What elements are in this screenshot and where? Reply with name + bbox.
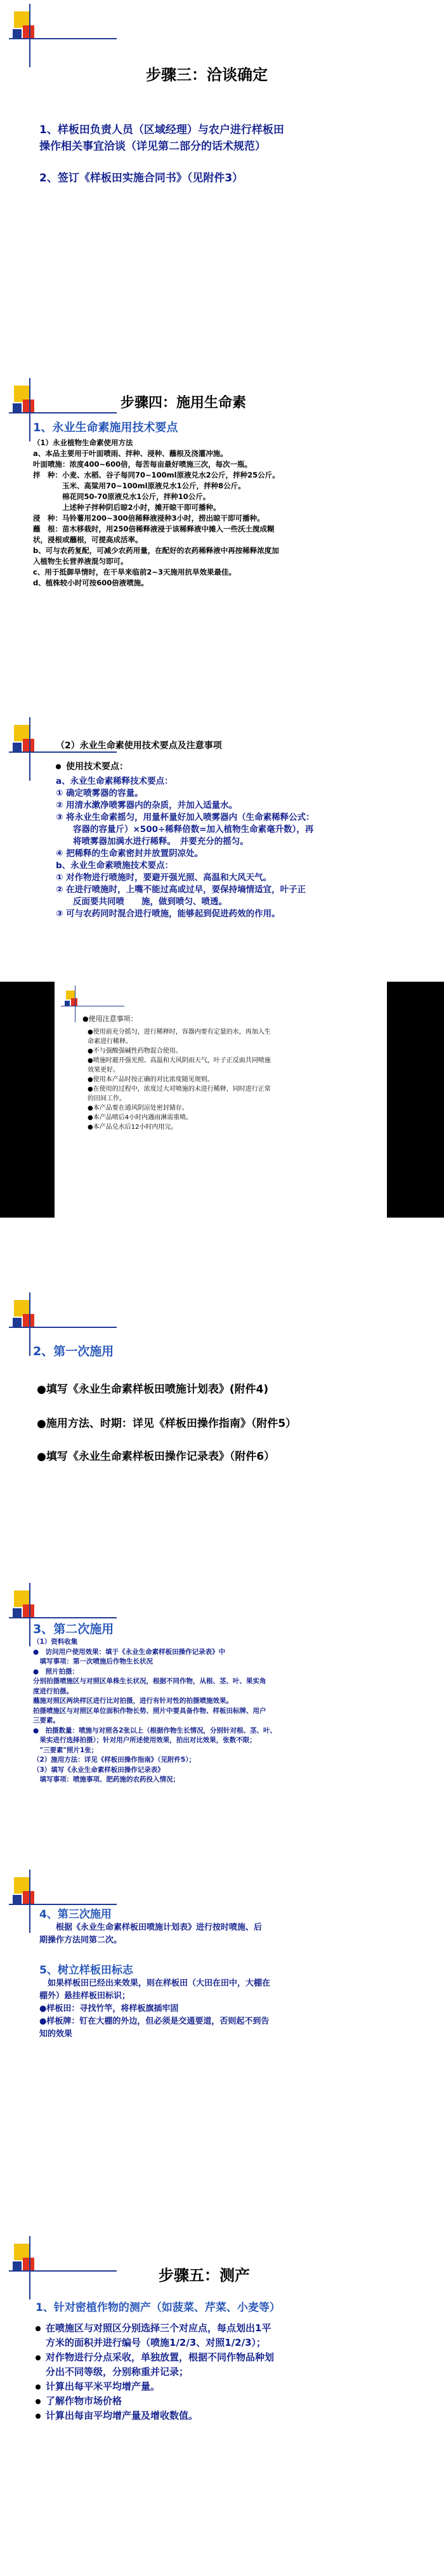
text-block bbox=[33, 1637, 439, 1785]
text-line: （1）资料收集 bbox=[33, 1638, 78, 1646]
body-line: 2、签订《样板田实施合同书》（见附件3） bbox=[39, 172, 244, 185]
text-line: 了解作物市场价格 bbox=[36, 2394, 435, 2409]
text-line: 蘸施对照区两块样区进行比对拍摄，进行有针对性的拍摄喷施效果。 bbox=[33, 1697, 233, 1705]
section-subtitle: 1、针对密植作物的测产（如菠菜、芹菜、小麦等） bbox=[36, 2301, 280, 2314]
text-line: ●样板牌：钉在大棚的外边，但必须是交通要道，否则起不到告 bbox=[39, 2017, 270, 2026]
text-line: a、永业生命素稀释技术要点： bbox=[56, 776, 173, 786]
bullet-heading: 使用技术要点： bbox=[56, 760, 128, 774]
text-line: ●喷施时避开强光照、高温和大风阴雨天气，叶子正反面共同喷施 bbox=[88, 1057, 271, 1064]
slide-third-application bbox=[0, 1866, 444, 2081]
text-block bbox=[39, 1977, 433, 2041]
text-line: 的田间工作。 bbox=[88, 1095, 126, 1102]
text-line: ● 照片拍摄： bbox=[33, 1667, 79, 1675]
slide-card bbox=[55, 982, 387, 1218]
text-line: 在喷施区与对照区分别选择三个对应点，每点划出1平 bbox=[36, 2321, 435, 2336]
text-line: 三要素。 bbox=[33, 1717, 60, 1724]
text-line: "三要素"照片1张； bbox=[33, 1746, 98, 1754]
slide-title: 步骤四：施用生命素 bbox=[121, 395, 247, 411]
text-line: （1）永业植物生命素使用方法 bbox=[33, 438, 133, 447]
text-block bbox=[39, 1922, 433, 1947]
section-heading: （2）永业生命素使用技术要点及注意事项 bbox=[56, 741, 222, 751]
text-line: （3）填写《永业生命素样板田操作记录表》 bbox=[33, 1766, 164, 1774]
body-line: ●填写《永业生命素样板田喷施计划表》(附件4) bbox=[37, 1383, 269, 1396]
slide-second-application bbox=[0, 1579, 444, 1801]
section-heading: ●使用注意事项： bbox=[82, 1015, 138, 1023]
text-line: 玉米、高粱用70~100ml原液兑水1公斤，拌种8公斤。 bbox=[33, 481, 245, 490]
text-block bbox=[88, 1027, 379, 1132]
text-line: 填写事项：第一次喷施后作物生长状况 bbox=[33, 1658, 153, 1665]
section-subtitle: 1、永业生命素施用技术要点 bbox=[33, 421, 178, 434]
text-line: b、可与农药复配，可减少农药用量，在配好的农药稀释液中再按稀释浓度加 bbox=[33, 546, 279, 555]
text-line: a、本品主要用于叶面喷雨、拌种、浸种、蘸根及浇灌冲施。 bbox=[33, 449, 228, 458]
text-line: 棚外）悬挂样板田标识； bbox=[39, 1991, 131, 2001]
text-line: 计算出每亩平均增产量及增收数值。 bbox=[36, 2409, 435, 2423]
text-line: 分别拍摄喷施区与对照区单株生长状况，根据不同作物，从根、茎、叶、果实角 bbox=[33, 1677, 266, 1685]
bullet-icon bbox=[36, 2326, 41, 2331]
text-line: ●不与强酸强碱性药物混合使用。 bbox=[88, 1048, 182, 1055]
corner-decoration bbox=[0, 0, 127, 76]
text-line: ●本产品兑水后12小时内用完。 bbox=[88, 1124, 178, 1131]
text-line: ③ 将永业生命素摇匀，用量杯量好加入喷雾器内（生命素稀释公式： bbox=[56, 812, 315, 823]
section-title: 2、第一次施用 bbox=[33, 1344, 114, 1358]
bullet-icon bbox=[36, 2384, 41, 2390]
text-line: 状，浸根或蘸根，可提高成活率。 bbox=[33, 535, 143, 544]
slide-title: 步骤三：洽谈确定 bbox=[146, 66, 268, 84]
section-title: 4、第三次施用 bbox=[39, 1908, 112, 1921]
text-block bbox=[33, 438, 433, 589]
text-line: 容器的容量斤）×500÷稀释倍数=加入植物生命素毫升数），再 bbox=[56, 824, 314, 835]
text-line: ●使用本产品时按正确的对比浓度随见规则。 bbox=[88, 1076, 214, 1083]
text-line: 将喷雾器加满水进行稀释。 并要充分的摇匀。 bbox=[56, 836, 249, 847]
text-line: ① 确定喷雾器的容量。 bbox=[56, 788, 143, 798]
text-block bbox=[36, 2321, 435, 2423]
text-line: （2）施用方法：详见《样板田操作指南》（见附件5）； bbox=[33, 1756, 196, 1764]
text-line: ④ 把稀释的生命素密封并放置阴凉处。 bbox=[56, 849, 204, 859]
slide-step3 bbox=[0, 0, 444, 241]
body-line: ●施用方法、时期：详见《样板田操作指南》（附件5） bbox=[37, 1417, 297, 1430]
text-line: ● 拍摄数量：喷施与对照各2张以上（根据作物生长情况，分别针对根、茎、叶、 bbox=[33, 1726, 277, 1734]
text-line: 拍摄喷施区与对照区单位面积作物长势、照片中要具备作物、样板田标牌、用户 bbox=[33, 1707, 266, 1715]
text-line: ● 访问用户使用效果：填于《永业生命素样板田操作记录表》中 bbox=[33, 1648, 226, 1656]
text-line: c、用于抵御旱情时，在干旱来临前2~3天施用抗旱效果最佳。 bbox=[33, 568, 236, 576]
text-line: 如果样板田已经出来效果，则在样板田（大田在田中，大棚在 bbox=[39, 1979, 271, 1988]
text-line: ●样板田：寻找竹竿，将样板旗插牢固 bbox=[39, 2004, 179, 2013]
text-line: ③ 可与农药同时混合进行喷施，能够起到促进药效的作用。 bbox=[56, 909, 280, 919]
slide-first-application bbox=[0, 1289, 444, 1511]
text-line: 对作物进行分点采收，单独放置，根据不同作物品种划 bbox=[36, 2350, 435, 2365]
text-line: 拌 种：小麦、水稻、谷子每同70~100ml原液兑水2公斤，拌种25公斤。 bbox=[33, 471, 280, 479]
corner-decoration bbox=[0, 2232, 127, 2308]
text-line: 反面要共同喷 施，做到喷匀、喷透。 bbox=[56, 897, 227, 907]
text-line: 填写事项：喷施事项、肥药施的农药投入情况； bbox=[33, 1776, 180, 1783]
text-line: 计算出每平米平均增产量。 bbox=[36, 2379, 435, 2394]
body-line: 操作相关事宜洽谈（详见第二部分的话术规范） bbox=[39, 140, 266, 153]
text-line: 叶面喷施：浓度400~600倍，每苦每亩最好喷施三次，每次一瓶。 bbox=[33, 460, 252, 469]
body-line: 1、样板田负责人员（区域经理）与农户进行样板田 bbox=[39, 124, 284, 136]
text-line: d、植株较小时可按600倍液喷施。 bbox=[33, 578, 148, 587]
text-line: 期操作方法同第二次。 bbox=[39, 1935, 122, 1945]
text-line: ●在使用的过程中，浓度过大对喷施的未进行稀释，同时进行正常 bbox=[88, 1086, 271, 1093]
text-line: 命素进行稀释。 bbox=[88, 1038, 132, 1045]
section-title: 5、树立样板田标志 bbox=[39, 1964, 133, 1977]
text-line: 蘸 根：苗木移栽时，用250倍稀释液浸于该稀释液中摊入一些沃土搅成糊 bbox=[33, 524, 275, 533]
bullet-icon bbox=[36, 2355, 41, 2360]
text-line: ●本产品要在通风阴凉处密封储存。 bbox=[88, 1105, 188, 1112]
slide-step5 bbox=[0, 2232, 444, 2473]
text-line: 浸 种：马铃薯用200~300倍稀释液浸种3小时，捞出晾干即可播种。 bbox=[33, 514, 264, 523]
text-line: 入植物生长营养液混匀即可。 bbox=[33, 557, 128, 566]
slide-title: 步骤五：测产 bbox=[159, 2267, 250, 2284]
bullet-icon bbox=[36, 2399, 41, 2404]
section-title: 3、第二次施用 bbox=[33, 1622, 114, 1636]
text-line: b、永业生命素喷施技术要点： bbox=[56, 861, 174, 871]
text-line: 分出不同等级，分别称重并记录； bbox=[46, 2366, 189, 2378]
text-line: 效果更好。 bbox=[88, 1067, 119, 1074]
text-line: 知的效果 bbox=[39, 2029, 73, 2039]
slide-step4 bbox=[0, 374, 444, 653]
bullet-icon bbox=[56, 764, 61, 769]
text-line: ② 在进行喷施时，上嘴不能过高或过早，要保持墒情适宜，叶子正 bbox=[56, 885, 306, 895]
slide-usage-points bbox=[0, 713, 444, 935]
text-line: 根据《永业生命素样板田喷施计划表》进行按时喷施、后 bbox=[39, 1923, 263, 1932]
text-line: ② 用清水漱净喷雾器内的杂质，并加入适量水。 bbox=[56, 800, 238, 810]
text-line: 棉花同50-70原液兑水1公斤，拌种10公斤。 bbox=[33, 492, 211, 501]
bullet-icon bbox=[36, 2414, 41, 2419]
text-line: ●使用前充分摇匀，进行稀释时，容器内要有定量的水，再加入生 bbox=[88, 1029, 271, 1036]
text-line: ●本产品喷后4小时内遇雨淋需重喷。 bbox=[88, 1114, 193, 1121]
text-block bbox=[56, 776, 436, 920]
text-line: 果实进行选择拍摄）；针对用户所述使用效果，拍出对比效果，张数不限； bbox=[33, 1736, 256, 1744]
body-line: ●填写《永业生命素样板田操作记录表》（附件6） bbox=[37, 1450, 275, 1463]
slide-precautions bbox=[0, 982, 444, 1218]
text-line: 上述种子拌种阴后晾2小时，摊开晾干即可播种。 bbox=[33, 503, 221, 512]
text-line: 度进行拍摄。 bbox=[33, 1687, 73, 1695]
text-line: 方米的面积并进行编号（喷施1/2/3、对照1/2/3）； bbox=[46, 2337, 266, 2348]
text-line: ① 对作物进行喷施时，要避开强光照、高温和大风天气。 bbox=[56, 873, 272, 883]
